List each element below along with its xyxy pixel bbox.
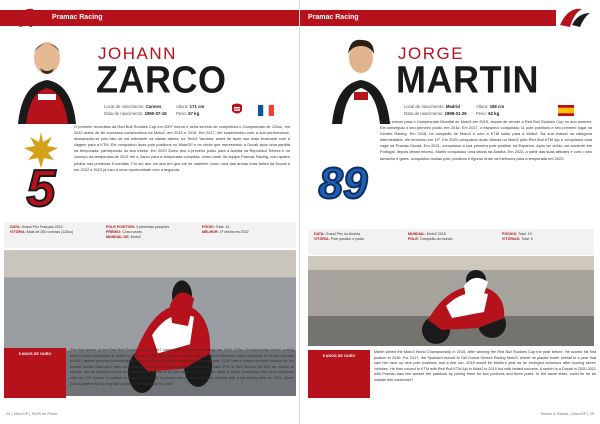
rider-info: Local de nascimento: Madrid Altura: 168 cm Data de nascimento: 1998-01-29 Peso: 62 kg [404, 104, 505, 116]
rider-bio: Martin entrou para o Campeonato Mundial de Moto3 em 2015, depois de vencer a Red Bull Rookies Cup no ano anterior. Ele conseguiu o seu primeiro pódio, em 2016. Em 2017, o espanhol conquistou 11 pole positions e seu primeiro lugar na Gresini Racing. Em 2018, foi campeão de Moto3 e com a KTM subiu para a Moto2. Na sua estreia na categoria intermediária, ele terminou em 11º. Em 2020 conquistou duas vitórias na Moto2 pela Red Bull KTM Ajo e conquistou uma vaga na Pramac Ducati. Em 2021, conquistou a sua primeira pole position na Espanha. Após ter vivido um acidente em Portugal, depois desse retorno, Martin conquistou uma vitória na Áustria. Em 2022, a partir das suas atitudes e com o seu tamanho e garra, conquistou muitas pole positions e figurou entre os melhores para a temporada em 2023. [380, 119, 592, 161]
highlight-box: 5 ANOS DE OURO [4, 348, 66, 398]
stats-col-2: POLE POSITION: 3 primeiras posições PRÉMIO: Cinco vezes MUNDIAL DE: Moto2 [106, 225, 170, 240]
stats-col-3: PÓDIO: Total: 14 MELHOR: 1ª vitória em 2022 [202, 225, 249, 235]
rider-number: 89 [318, 159, 368, 208]
rider-bio: O primeiro recordista da Red Bull Rookies Cup em 2007 entrou e seria servido de competidor o Campeonato de 125cc, em 2010 antes de ter sucessos consecutivos na Moto2, em 2015 e 2016. Em 2017, ele surpreendeu com a sua performance, destacando-se pelo fato de ser estreante na classe rainha, na Tech3 Yamaha, antes de fazer uso mais frustrante com a viagem para a KTM. Ele conquistou duas pole positions no MotoGP e no chute que representou a Ducati após uma partida na temporada, participando do ano inteiro. Em 2020 Zarco deu o primeiro pódio para a Avintia na República Tcheca e no começo da temporada de 2021 ele e Zarco para a temporada completa, como parte da equipe Pramac Racing, com quatro pódios nas primeiras 6 corridas. Foi um ano um ano em que ele se manteve como uma das armas mais fortes da Ducati e em 2022 e 2023 já com a nova oportunidade com a segunda. [74, 124, 290, 172]
motogp-logo-icon [558, 3, 592, 33]
highlight-box: 5 ANOS DE OURO [308, 350, 370, 398]
stats-panel [308, 229, 594, 255]
team-banner: Pramac Racing [0, 10, 300, 26]
rider-first-name: JORGE [398, 44, 465, 63]
stats-col-3: PÓDIOS: Total: 19 VITÓRIAS: Total: 9 [502, 232, 533, 242]
rider-number-badge [10, 128, 72, 214]
bike-action-photo [308, 256, 594, 346]
rider-number: 5 [26, 160, 56, 214]
rider-portrait [12, 32, 82, 124]
english-caption: The first winner of the Red Bull Rookies Cup in 2007 came within a race of claiming the 2010 125cc Championship before putting back-to-back successes in Moto2 in 2015 and 2016. He wowed the sport with a series of standout rookie showings for Tech3 Yamaha in 2017 before growing increasingly frustrated with his 'Satellite' status the following year. 2019 was a deeply troubled season for the double World Champion after an ill-judged move to KTM. An early exit after the Grand Prix of San Marino put him on course to rebuild, but he secured a seat in Avintia Ducati ahead of its full move in 2020 on the back of some promising rides as a substitute rider at LCR Honda. A podium at Brno was enough to secure him a seat in Pramac Racing with a full factory bike for 2021, which Zarco justified by scoring four podiums. He stays put for 2022. [70, 348, 294, 386]
rider-portrait [326, 32, 396, 124]
team-banner: Pramac Racing [300, 10, 556, 26]
english-caption: Martin joined the Moto3 World Championship in 2015, after winning the Red Bull Rookies Cup the year before. He scored his first podium in 2016. For 2017, the Spaniard moved to Del Conca Gresini Racing Moto3, where he placed fourth overall in a year that saw him rack up nine pole positions and a first win. 2018 would be Martin's year as he emerged victorious after scoring seven victories. He then moved to KTM with Red Bull KTM Ajo in Moto2 in 2019 but with limited success. A switch to a Ducati in 2020-2021 with Pramac saw him amaze the paddock by joining them for two podiums and three poles. In the same team, could he be an outside title contender? [374, 350, 597, 382]
page-right [300, 0, 600, 424]
rider-number-badge [312, 128, 374, 214]
page-footer: 24 | MotoGP | Perfil do Piloto [6, 411, 58, 416]
rider-last-name: ZARCO [96, 57, 227, 101]
spain-flag-icon [558, 105, 574, 116]
rider-info: Local de nascimento: Cannes Altura: 171 cm Data de nascimento: 1990-07-16 Peso: 67 kg [104, 104, 205, 116]
rider-first-name: JOHANN [98, 44, 177, 63]
stats-panel [4, 222, 296, 248]
ducati-logo-icon [230, 102, 244, 116]
stats-col-2: MUNDIAL: Moto3 2018 POLE: Campeão do mundo [408, 232, 453, 242]
rider-last-name: MARTIN [396, 57, 539, 101]
page-footer: Teams & Riders | MotoGP | 25 [540, 411, 594, 416]
france-flag-icon [258, 105, 274, 116]
stats-col-1: DATA: Grand Prix da Áustria VITÓRIA: Pole position e pódio [314, 232, 365, 242]
stats-col-1: DATA: Grand Prix Français 2023 VITÓRIA: Mais de 250 corridas (125cc) [10, 225, 74, 235]
